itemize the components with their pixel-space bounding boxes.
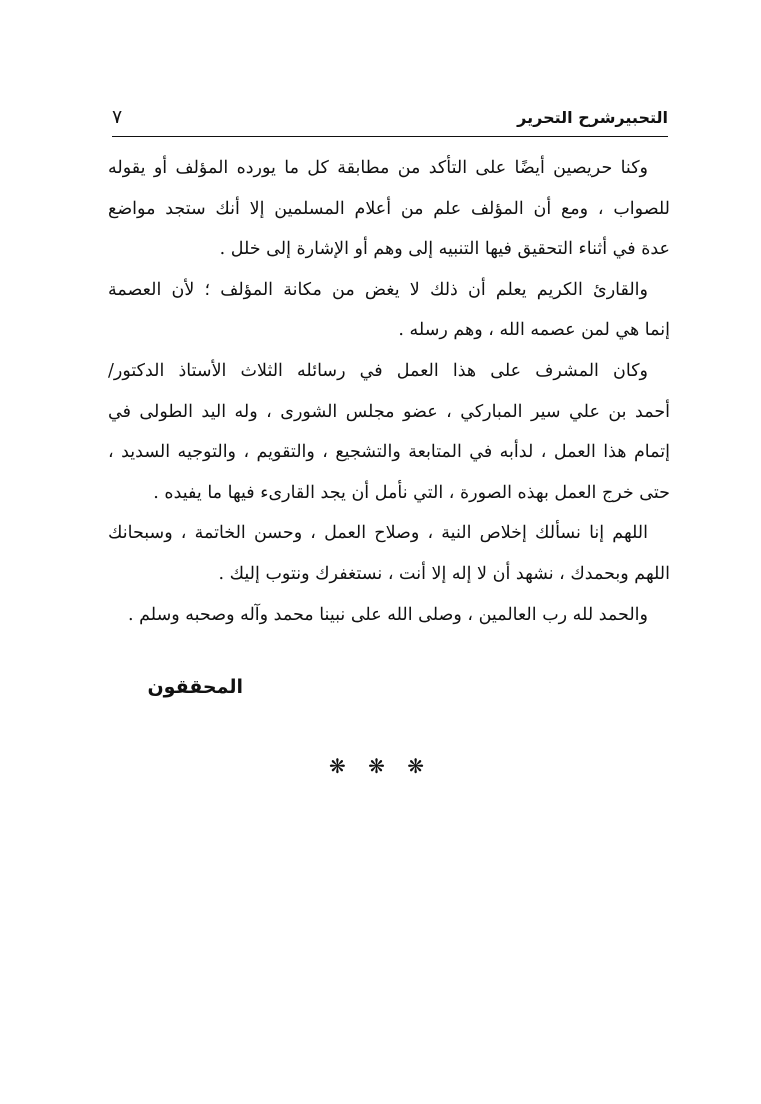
signature: المحققون (147, 676, 243, 698)
text-line: والقارئ الكريم يعلم أن ذلك لا يغض من مكانة المؤلف ؛ لأن العصمة (108, 279, 648, 300)
text-line: أحمد بن علي سير المباركي ، عضو مجلس الشورى ، وله اليد الطولى في (108, 401, 670, 422)
text-line: وكنا حريصين أيضًا على التأكد من مطابقة كل ما يورده المؤلف أو يقوله (108, 158, 648, 178)
text-line: إتمام هذا العمل ، لدأبه في المتابعة والتشجيع ، والتقويم ، والتوجيه السديد ، (108, 442, 670, 463)
book-title: التحبيرشرح التحرير (517, 108, 668, 127)
running-header (112, 104, 668, 137)
body-text (108, 148, 670, 635)
text-line: وكان المشرف على هذا العمل في رسائله الثلاث الأستاذ الدكتور/ (108, 360, 648, 381)
page-number: ٧ (112, 106, 123, 128)
text-line: عدة في أثناء التحقيق فيها التنبيه إلى وهم أو الإشارة إلى خلل . (219, 239, 670, 260)
text-line: حتى خرج العمل بهذه الصورة ، التي نأمل أن يجد القارىء فيها ما يفيده . (153, 482, 670, 503)
text-line: اللهم وبحمدك ، نشهد أن لا إله إلا أنت ، نستغفرك ونتوب إليك . (218, 563, 670, 584)
text-line: إنما هي لمن عصمه الله ، وهم رسله . (398, 320, 670, 341)
text-line: للصواب ، ومع أن المؤلف علم من أعلام المسلمين إلا أنك ستجد مواضع (108, 198, 670, 219)
section-separator: ❋ ❋ ❋ (329, 754, 432, 778)
text-line: اللهم إنا نسألك إخلاص النية ، وصلاح العمل ، وحسن الخاتمة ، وسبحانك (108, 523, 648, 544)
text-line: والحمد لله رب العالمين ، وصلى الله على نبينا محمد وآله وصحبه وسلم . (128, 604, 648, 625)
